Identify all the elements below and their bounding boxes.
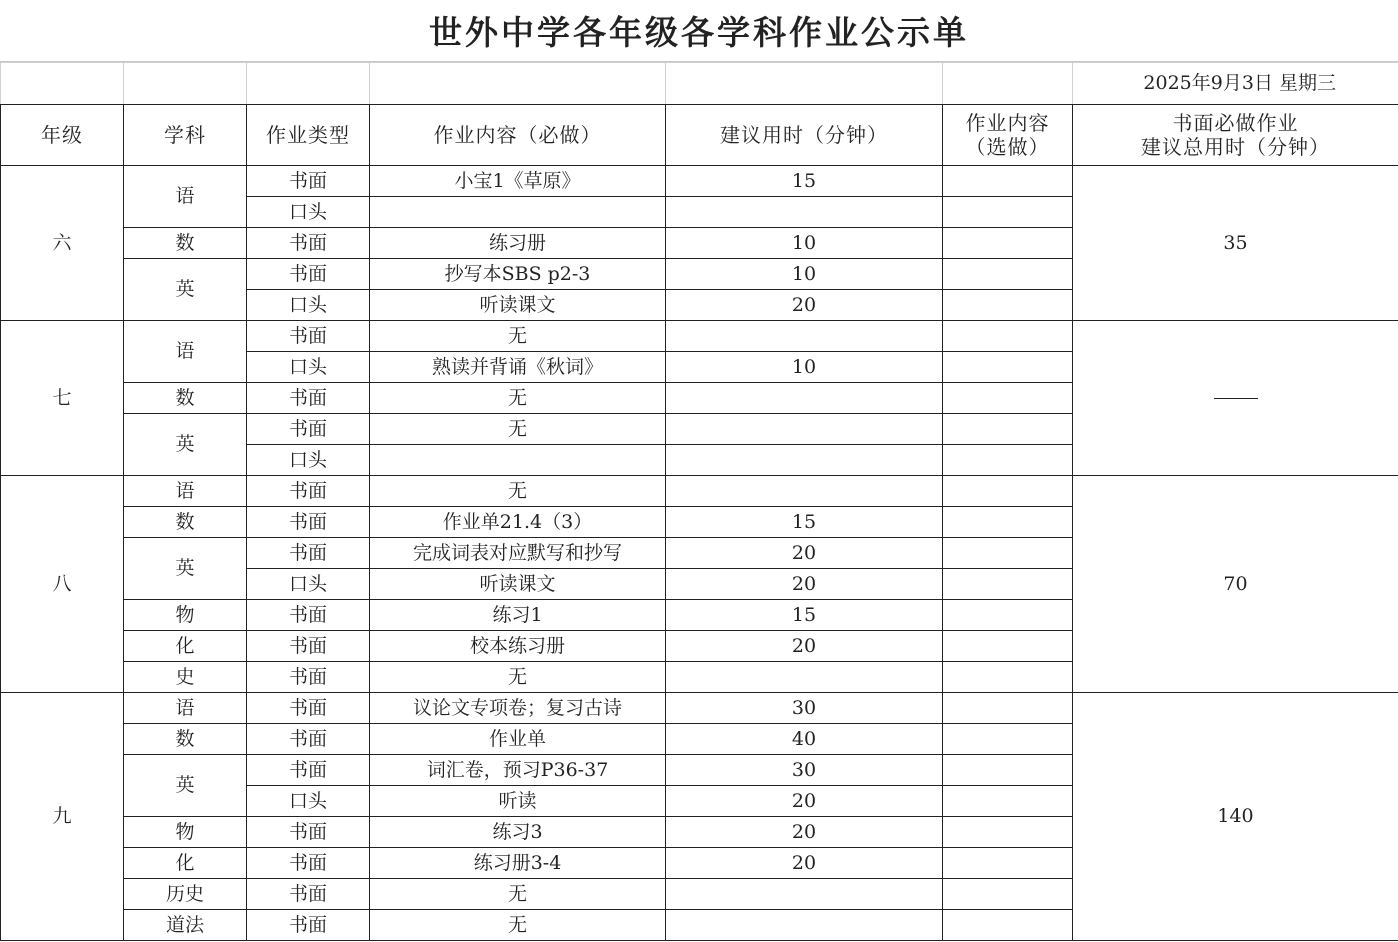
content-cell: 熟读并背诵《秋词》: [370, 352, 666, 383]
empty-cell: [124, 63, 247, 105]
total-cell: 70: [1073, 476, 1398, 693]
table-row: [1, 693, 1398, 724]
subject-cell: 语: [124, 166, 247, 228]
header-content: 作业内容（必做）: [370, 105, 666, 166]
type-cell: 口头: [247, 197, 370, 228]
content-cell: 练习3: [370, 817, 666, 848]
type-cell: 书面: [247, 817, 370, 848]
optional-cell: [943, 848, 1073, 879]
type-cell: 口头: [247, 352, 370, 383]
time-cell: 20: [666, 569, 943, 600]
content-cell: 无: [370, 879, 666, 910]
optional-cell: [943, 724, 1073, 755]
empty-cell: [943, 63, 1073, 105]
type-cell: 口头: [247, 786, 370, 817]
empty-cell: [247, 63, 370, 105]
header-total: [1073, 105, 1398, 166]
optional-cell: [943, 631, 1073, 662]
empty-cell: [666, 63, 943, 105]
subject-cell: 史: [124, 662, 247, 693]
subject-cell: 英: [124, 259, 247, 321]
header-total-line2: 建议总用时（分钟）: [1141, 135, 1330, 159]
table-body: [1, 63, 1398, 941]
date-cell: 2025年9月3日 星期三: [1073, 63, 1398, 105]
type-cell: 书面: [247, 321, 370, 352]
grade-cell: 九: [1, 693, 124, 941]
header-total-line1: 书面必做作业: [1172, 111, 1299, 135]
time-cell: [666, 321, 943, 352]
optional-cell: [943, 817, 1073, 848]
content-cell: 练习册: [370, 228, 666, 259]
optional-cell: [943, 321, 1073, 352]
sheet-title: 世外中学各年级各学科作业公示单: [0, 0, 1398, 62]
optional-cell: [943, 290, 1073, 321]
time-cell: [666, 414, 943, 445]
type-cell: 书面: [247, 166, 370, 197]
optional-cell: [943, 476, 1073, 507]
type-cell: 书面: [247, 383, 370, 414]
content-cell: 无: [370, 383, 666, 414]
type-cell: 书面: [247, 848, 370, 879]
table-row: [1, 476, 1398, 507]
subject-cell: 历史: [124, 879, 247, 910]
type-cell: 书面: [247, 228, 370, 259]
time-cell: 10: [666, 259, 943, 290]
header-optional: [943, 105, 1073, 166]
content-cell: 听读课文: [370, 569, 666, 600]
subject-cell: 英: [124, 414, 247, 476]
header-type: 作业类型: [247, 105, 370, 166]
type-cell: 书面: [247, 600, 370, 631]
subject-cell: 道法: [124, 910, 247, 941]
optional-cell: [943, 879, 1073, 910]
optional-cell: [943, 600, 1073, 631]
time-cell: [666, 662, 943, 693]
optional-cell: [943, 352, 1073, 383]
time-cell: 20: [666, 848, 943, 879]
optional-cell: [943, 228, 1073, 259]
content-cell: [370, 197, 666, 228]
total-cell: 140: [1073, 693, 1398, 941]
type-cell: 书面: [247, 538, 370, 569]
subject-cell: 数: [124, 507, 247, 538]
table-row: [1, 166, 1398, 197]
subject-cell: 物: [124, 600, 247, 631]
content-cell: 作业单: [370, 724, 666, 755]
time-cell: [666, 910, 943, 941]
time-cell: 20: [666, 817, 943, 848]
content-cell: 听读课文: [370, 290, 666, 321]
content-cell: 练习册3-4: [370, 848, 666, 879]
type-cell: 书面: [247, 414, 370, 445]
header-subject: 学科: [124, 105, 247, 166]
optional-cell: [943, 166, 1073, 197]
time-cell: 15: [666, 600, 943, 631]
empty-cell: [1, 63, 124, 105]
content-cell: 无: [370, 321, 666, 352]
time-cell: 20: [666, 631, 943, 662]
time-cell: 40: [666, 724, 943, 755]
total-cell: 35: [1073, 166, 1398, 321]
optional-cell: [943, 662, 1073, 693]
type-cell: 书面: [247, 507, 370, 538]
type-cell: 书面: [247, 476, 370, 507]
time-cell: 30: [666, 693, 943, 724]
homework-table: [0, 62, 1398, 941]
optional-cell: [943, 910, 1073, 941]
optional-cell: [943, 259, 1073, 290]
content-cell: 作业单21.4（3）: [370, 507, 666, 538]
content-cell: 无: [370, 476, 666, 507]
time-cell: 15: [666, 507, 943, 538]
header-optional-line1: 作业内容: [965, 111, 1050, 135]
time-cell: 10: [666, 228, 943, 259]
type-cell: 书面: [247, 755, 370, 786]
content-cell: 练习1: [370, 600, 666, 631]
type-cell: 口头: [247, 290, 370, 321]
subject-cell: 语: [124, 321, 247, 383]
subject-cell: 英: [124, 538, 247, 600]
time-cell: [666, 879, 943, 910]
optional-cell: [943, 414, 1073, 445]
type-cell: 书面: [247, 259, 370, 290]
type-cell: 书面: [247, 693, 370, 724]
content-cell: 议论文专项卷；复习古诗: [370, 693, 666, 724]
optional-cell: [943, 445, 1073, 476]
grade-cell: 六: [1, 166, 124, 321]
content-cell: 完成词表对应默写和抄写: [370, 538, 666, 569]
time-cell: 20: [666, 538, 943, 569]
type-cell: 书面: [247, 910, 370, 941]
subject-cell: 英: [124, 755, 247, 817]
optional-cell: [943, 383, 1073, 414]
content-cell: 抄写本SBS p2-3: [370, 259, 666, 290]
type-cell: 书面: [247, 662, 370, 693]
empty-cell: [370, 63, 666, 105]
time-cell: [666, 445, 943, 476]
optional-cell: [943, 693, 1073, 724]
subject-cell: 语: [124, 476, 247, 507]
time-cell: 10: [666, 352, 943, 383]
content-cell: 无: [370, 414, 666, 445]
time-cell: [666, 383, 943, 414]
subject-cell: 数: [124, 724, 247, 755]
optional-cell: [943, 755, 1073, 786]
content-cell: 词汇卷，预习P36-37: [370, 755, 666, 786]
optional-cell: [943, 569, 1073, 600]
header-row: [1, 105, 1398, 166]
optional-cell: [943, 786, 1073, 817]
subject-cell: 数: [124, 228, 247, 259]
time-cell: 15: [666, 166, 943, 197]
subject-cell: 物: [124, 817, 247, 848]
content-cell: [370, 445, 666, 476]
table-row: [1, 321, 1398, 352]
total-cell: [1073, 321, 1398, 476]
time-cell: 30: [666, 755, 943, 786]
optional-cell: [943, 507, 1073, 538]
header-time: 建议用时（分钟）: [666, 105, 943, 166]
subject-cell: 数: [124, 383, 247, 414]
subject-cell: 语: [124, 693, 247, 724]
header-grade: 年级: [1, 105, 124, 166]
header-optional-line2: （选做）: [965, 135, 1050, 159]
date-row: [1, 63, 1398, 105]
type-cell: 书面: [247, 879, 370, 910]
subject-cell: 化: [124, 631, 247, 662]
content-cell: 无: [370, 662, 666, 693]
content-cell: 校本练习册: [370, 631, 666, 662]
optional-cell: [943, 538, 1073, 569]
subject-cell: 化: [124, 848, 247, 879]
optional-cell: [943, 197, 1073, 228]
type-cell: 书面: [247, 631, 370, 662]
type-cell: 口头: [247, 445, 370, 476]
content-cell: 小宝1《草原》: [370, 166, 666, 197]
grade-cell: 八: [1, 476, 124, 693]
time-cell: [666, 476, 943, 507]
time-cell: [666, 197, 943, 228]
type-cell: 口头: [247, 569, 370, 600]
content-cell: 无: [370, 910, 666, 941]
content-cell: 听读: [370, 786, 666, 817]
time-cell: 20: [666, 786, 943, 817]
grade-cell: 七: [1, 321, 124, 476]
time-cell: 20: [666, 290, 943, 321]
dash-mark: [1214, 398, 1258, 399]
type-cell: 书面: [247, 724, 370, 755]
